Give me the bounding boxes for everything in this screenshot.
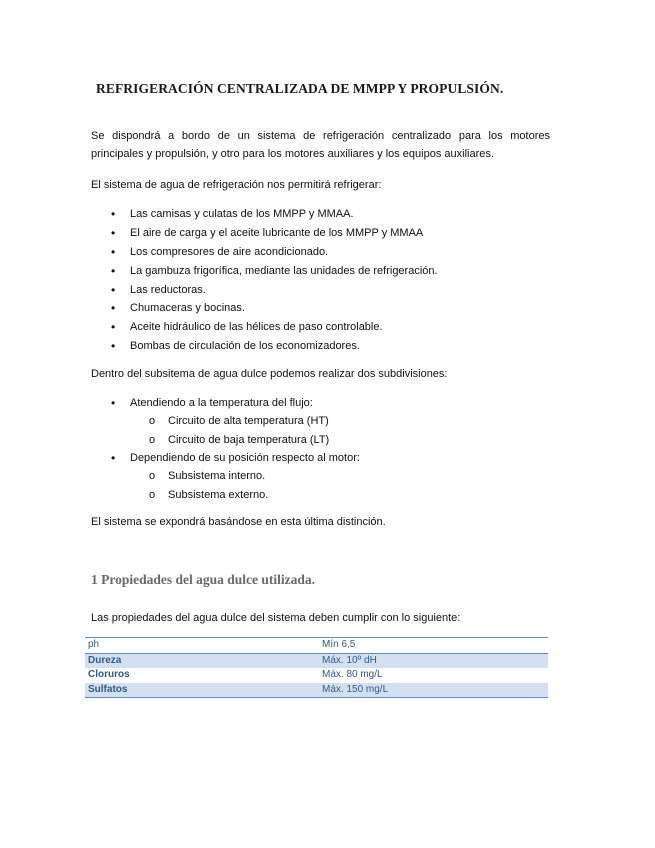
bullet-icon: • [111,207,116,221]
bullet-icon: • [111,301,116,316]
list-item [91,299,551,318]
list-item [91,318,551,337]
bullet-icon: • [111,244,116,259]
table-row [85,653,548,668]
property-name: Cloruros [88,669,130,680]
subsystem-intro: Dentro del subsitema de agua dulce podemos realizar dos subdivisiones: [91,368,448,380]
sub-list-item [91,467,551,486]
list-item [91,281,551,300]
property-name: Dureza [85,653,319,668]
table-row [85,638,548,654]
closing-paragraph: El sistema se expondrá basándose en esta última distinción. [91,516,386,528]
sub-list-item-text: Subsistema interno. [168,470,266,482]
section-heading: 1 Propiedades del agua dulce utilizada. [91,572,316,587]
section-intro: Las propiedades del agua dulce del sistema deben cumplir con lo siguiente: [91,612,461,624]
cooling-list [91,205,551,356]
property-value: Máx. 80 mg/L [322,669,383,680]
table-row [85,668,548,683]
list-item [91,224,551,243]
intro-paragraph: Se dispondrá a bordo de un sistema de refrigeración centralizado para los motores principales y propulsión, y otro para los motores auxiliares y los equipos auxiliares. [91,130,550,160]
list-item [91,262,551,281]
list-item-text: Dependiendo de su posición respecto al motor: [130,452,360,464]
list-item [91,243,551,262]
table-row [85,683,548,698]
subdivision-sublist [91,467,551,505]
document-title: REFRIGERACIÓN CENTRALIZADA DE MMPP Y PROPULSIÓN. [96,81,504,96]
list-item-text: El aire de carga y el aceite lubricante de los MMPP y MMAA [130,226,424,239]
property-value: Máx. 150 mg/L [319,683,548,698]
bullet-icon: • [111,225,116,240]
list-item-text: Las reductoras. [130,283,206,296]
list-item [91,449,551,468]
list-item-text: Chumaceras y bocinas. [130,302,245,315]
property-value: Máx. 10º dH [319,653,548,668]
bullet-icon: • [111,263,116,278]
list-item-text: Las camisas y culatas de los MMPP y MMAA. [130,208,354,220]
property-value: Mín 6,5 [319,638,548,654]
list-item [91,394,551,413]
subdivision-sublist [91,412,551,450]
list-item-text: Atendiendo a la temperatura del flujo: [130,397,313,409]
sub-list-item [91,412,551,431]
sub-list-item [91,486,551,505]
bullet-icon: • [111,282,116,297]
bullet-icon: • [111,320,116,335]
subdivision-list [91,394,551,413]
list-item-text: Los compresores de aire acondicionado. [130,245,329,258]
list-item [91,205,551,224]
subdivision-list [91,449,551,468]
list-item-text: Aceite hidráulico de las hélices de paso controlable. [130,321,383,334]
sub-list-item-text: Circuito de alta temperatura (HT) [168,415,329,427]
list-item [91,337,551,356]
bullet-icon: • [111,396,116,410]
sub-list-item [91,431,551,450]
circle-bullet-icon: o [149,470,156,482]
bullet-icon: • [111,339,116,354]
properties-table [85,637,548,698]
property-name: ph [85,638,319,654]
property-name: Sulfatos [85,683,319,698]
sub-list-item-text: Subsistema externo. [168,488,269,501]
sub-list-item-text: Circuito de baja temperatura (LT) [168,433,330,446]
circle-bullet-icon: o [149,488,156,501]
circle-bullet-icon: o [149,433,156,446]
circle-bullet-icon: o [149,415,156,427]
list-item-text: La gambuza frigorífica, mediante las unidades de refrigeración. [130,264,438,277]
bullet-icon: • [111,451,116,465]
cooling-intro: El sistema de agua de refrigeración nos permitirá refrigerar: [91,179,382,191]
list-item-text: Bombas de circulación de los economizadores. [130,340,360,353]
